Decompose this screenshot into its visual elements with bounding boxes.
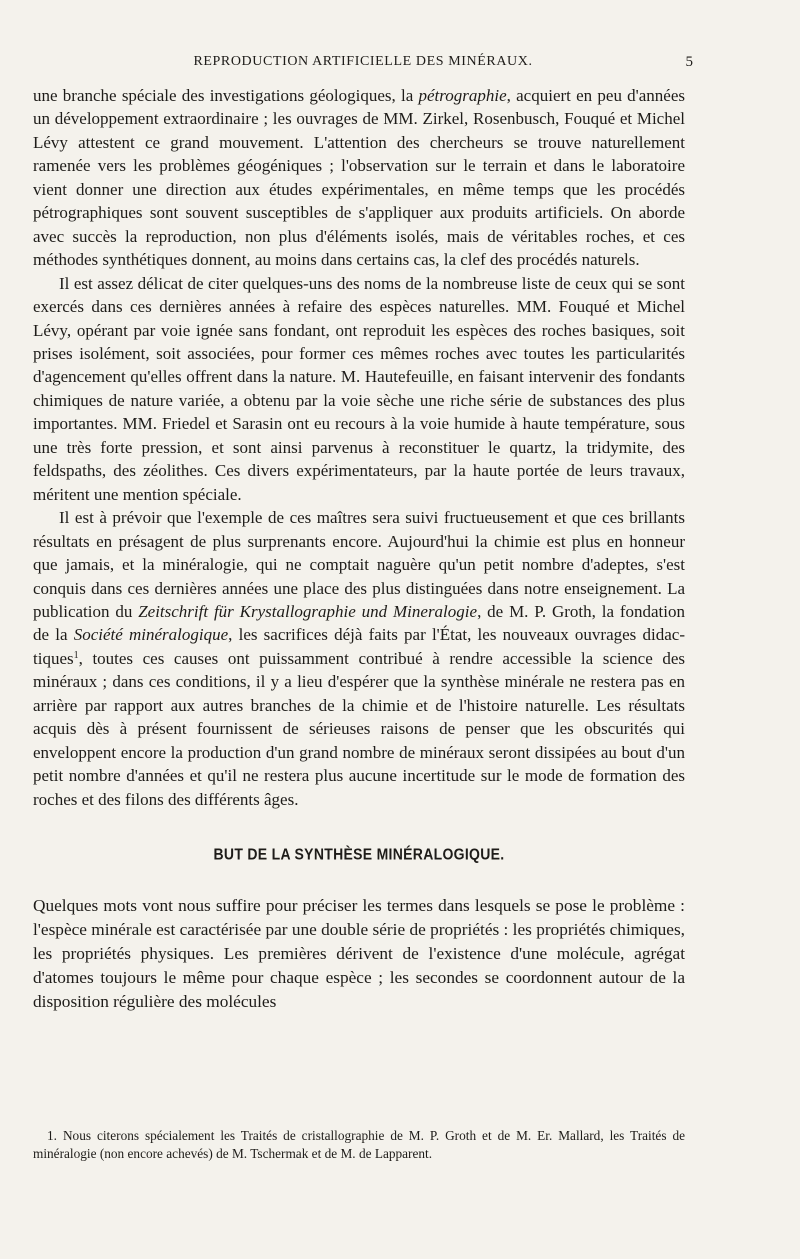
- footnote-text: Nous citerons spécialement les Traités de cristallographie de M. P. Groth et de M. Er. Mallard, les Traités de minéralogie (non encore achevés) de M. Tschermak et de M. de Lapparent.: [33, 1128, 685, 1161]
- page-number: 5: [685, 54, 693, 70]
- text-run: Il est assez délicat de citer quelques-uns des noms de la nombreuse liste de ceux qui se sont exercés dans ces dernières années à refaire des espèces naturelles. MM. Fouqué et Michel Lévy, opérant par voie ignée sans fondant, ont reproduit les espèces des roches basiques, soit prises isolément, soit associées, pour former ces mêmes roches avec toutes les particularités d'agencement qu'elles offrent dans la nature. M. Hautefeuille, en faisant intervenir des fondants chimiques de nature variée, a obtenu par la voie sèche une riche série de substances des plus importantes. MM. Friedel et Sarasin ont eu recours à la voie humide à haute température, sous une très forte pression, et sont ainsi parvenus à reconstituer le quartz, la tridymite, des feldspaths, des zéolithes. Ces divers expérimentateurs, par la haute portée de leurs travaux, méritent une mention spéciale.: [33, 273, 685, 504]
- italic-text: pétrographie: [418, 86, 507, 105]
- body-paragraph: [33, 272, 685, 507]
- text-paragraphs: [33, 84, 685, 811]
- footnote: [33, 1127, 685, 1163]
- section-title: BUT DE LA SYNTHÈSE MINÉRALOGIQUE.: [213, 844, 505, 864]
- body-paragraph: [33, 84, 685, 272]
- italic-text: Zeitschrift für Krystallographie und Mineralogie: [138, 601, 478, 621]
- text-run: , de M. P. Groth, la fondation de la: [33, 601, 685, 645]
- running-title: REPRODUCTION ARTIFICIELLE DES MINÉRAUX.: [193, 54, 533, 69]
- text-run: , acquiert en peu d'années un développement extraordinaire ; les ouvrages de MM. Zirkel, Rosenbusch, Fouqué et Michel Lévy attestent ce grand mouvement. L'attention des chercheurs se trouve naturellement ramenée vers les problèmes géogéniques ; l'observation sur le terrain et dans le laboratoire vient donner une direction aux études expérimentales, en même temps que les procédés pétrographiques sont souvent susceptibles de s'appliquer aux produits artificiels. On aborde avec succès la reproduction, non plus d'éléments isolés, mais de véritables roches, et ces méthodes synthétiques donnent, au moins dans certains cas, la clef des procédés naturels.: [33, 86, 685, 270]
- text-run: Il est à prévoir que l'exemple de ces maîtres sera suivi fructueusement et que ces brillants résultats en présagent de plus surprenants encore. Aujourd'hui la chimie est plus en honneur que jamais, et la minéralogie, qui ne comptait naguère qu'un petit nombre d'adeptes, s'est conquis dans ces dernières années une place des plus distinguées dans notre enseignement. La publication du: [33, 508, 685, 621]
- body-paragraph: [33, 506, 685, 811]
- footnote-marker: 1.: [47, 1128, 57, 1143]
- text-run: , toutes ces causes ont puissamment contribué à rendre accessible la science des minéraux ; dans ces conditions, il y a lieu d'espérer que la synthèse minérale ne restera pas en arrière par rapport aux autres branches de la chimie et de l'histoire naturelle. Les résultats acquis dès à présent fournissent de sérieuses raisons de penser que les obscurités qui enveloppent encore la production d'un grand nombre de minéraux seront dissipées au bout d'un petit nombre d'années et qu'il ne restera plus aucune incertitude sur le mode de formation des roches et des filons des différents âges.: [33, 648, 685, 809]
- italic-text: Société minéralogique: [73, 625, 229, 645]
- page-header: [33, 54, 693, 80]
- main-text: [33, 84, 685, 1015]
- footnote-reference: 1: [73, 649, 79, 661]
- text-run: , les sacrifices déjà faits par l'État, les nouveaux ouvrages didactiques: [33, 625, 685, 668]
- text-run: une branche spéciale des investigations géologiques, la: [33, 86, 419, 105]
- section-paragraph: Quelques mots vont nous suffire pour préciser les termes dans lesquels se pose le problème : l'espèce minérale est caractérisée par une double série de propriétés : les propriétés chimiques, les propriétés physiques. Les premières dérivent de l'existence d'une molécule, agrégat d'atomes toujours le même pour chaque espèce ; les secondes se coordonnent autour de la disposition régulière des molécules: [33, 895, 685, 1012]
